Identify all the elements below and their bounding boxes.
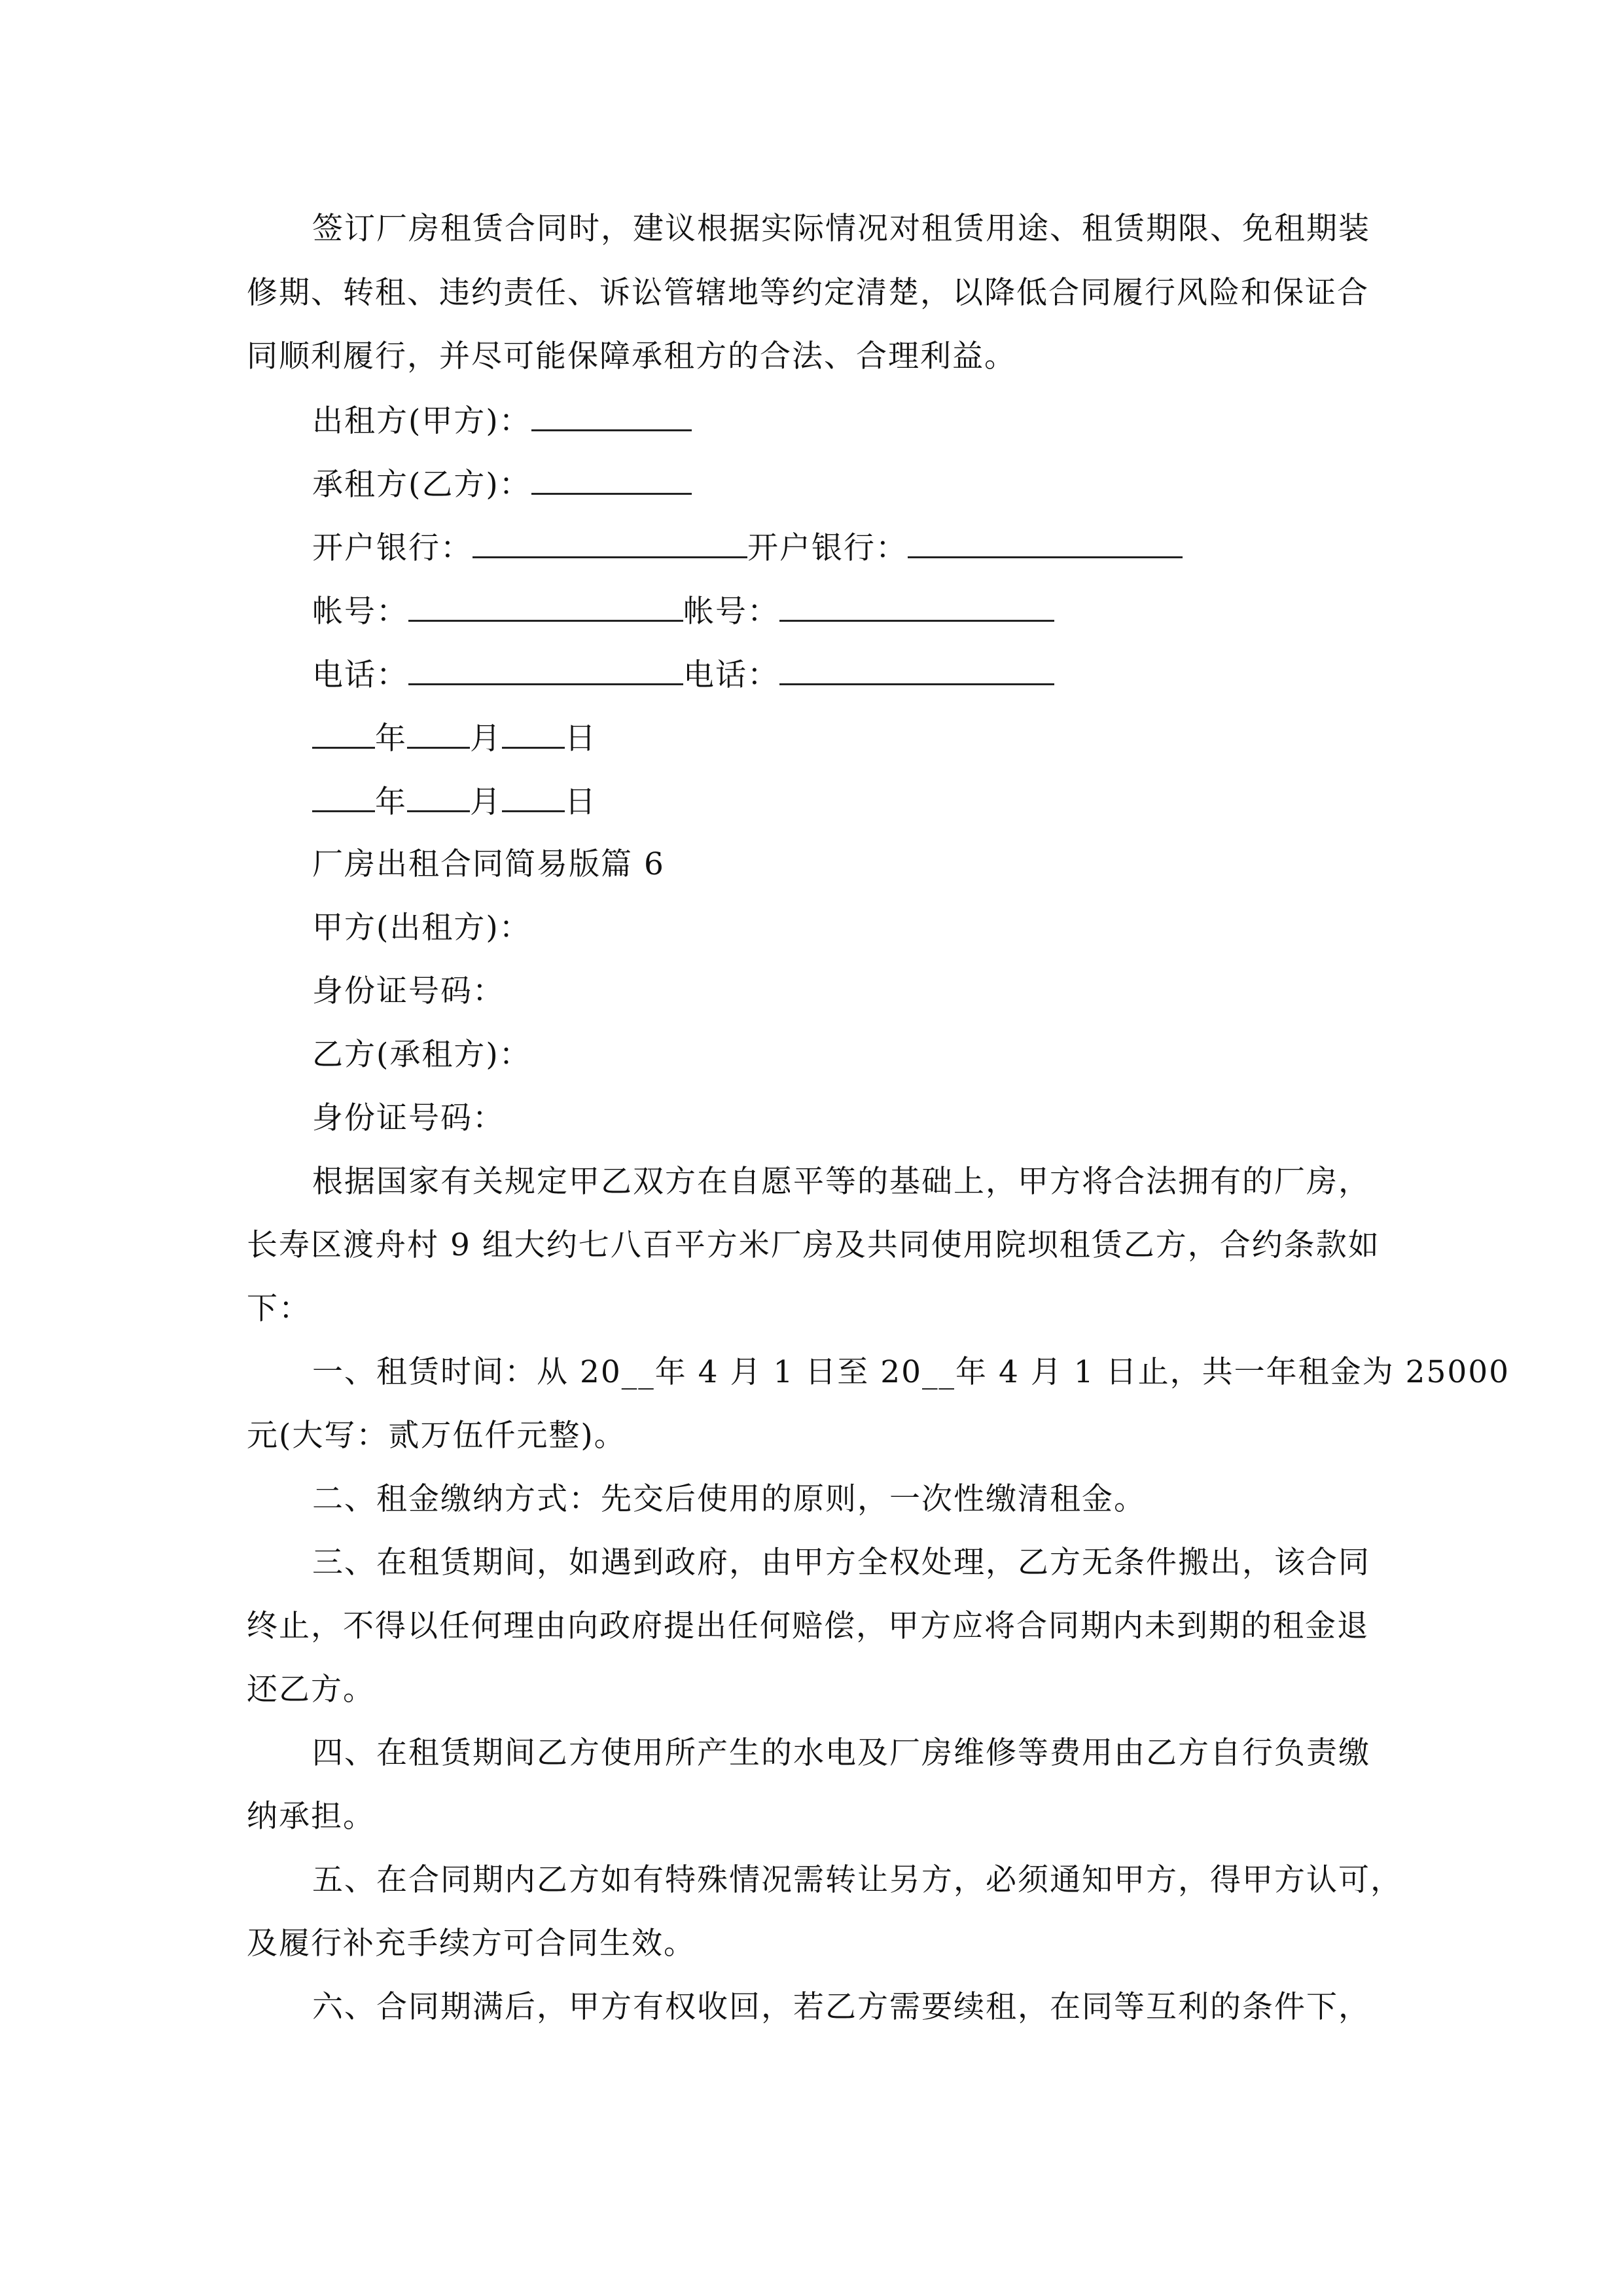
phone-label-b: 电话： [683,657,779,693]
date-row-1 [312,718,597,757]
day-blank [502,718,565,749]
year-label: 年 [375,784,407,820]
clause-5-line-2: 及履行补充手续方可合同生效。 [247,1926,696,1962]
bank-row [312,528,1183,567]
party-b-label: 乙方(承租方)： [312,1037,531,1073]
account-label-b: 帐号： [683,594,779,630]
account-blank-a [408,591,683,622]
lessee-label: 承租方(乙方)： [312,467,531,503]
year-blank [312,781,375,812]
clause-3-line-2: 终止，不得以任何理由向政府提出任何赔偿，甲方应将合同期内未到期的租金退 [247,1608,1369,1644]
month-label: 月 [470,784,502,820]
phone-row [312,655,1054,694]
intro-line-2: 修期、转租、违约责任、诉讼管辖地等约定清楚，以降低合同履行风险和保证合 [247,275,1369,311]
lessor-label: 出租方(甲方)： [312,403,531,439]
month-label: 月 [470,721,502,757]
lessee-blank [531,464,692,495]
clause-6-line-1: 六、合同期满后，甲方有权收回，若乙方需要续租，在同等互利的条件下， [312,1989,1370,2025]
clause-1-line-1: 一、租赁时间：从 20__年 4 月 1 日至 20__年 4 月 1 日止，共一年租金为 25000 [312,1354,1510,1390]
lessee-field [312,464,692,503]
clause-5-line-1: 五、在合同期内乙方如有特殊情况需转让另方，必须通知甲方，得甲方认可， [312,1862,1402,1898]
lessor-field [312,401,692,440]
phone-blank-b [779,655,1054,685]
clause-4-line-2: 纳承担。 [247,1799,375,1835]
year-blank [312,718,375,749]
clause-3-line-3: 还乙方。 [247,1672,375,1708]
id-a-label: 身份证号码： [312,973,505,1009]
lessor-blank [531,401,692,431]
year-label: 年 [375,721,407,757]
clause-2-line-1: 二、租金缴纳方式：先交后使用的原则，一次性缴清租金。 [312,1481,1146,1517]
intro-line-1: 签订厂房租赁合同时，建议根据实际情况对租赁用途、租赁期限、免租期装 [312,211,1370,247]
clause-1-line-2: 元(大写：贰万伍仟元整)。 [247,1418,626,1454]
day-label: 日 [565,784,597,820]
bank-label-b: 开户银行： [747,530,908,566]
section-title: 厂房出租合同简易版篇 6 [312,846,665,882]
day-label: 日 [565,721,597,757]
id-b-label: 身份证号码： [312,1100,505,1136]
account-row [312,591,1054,630]
clause-4-line-1: 四、在租赁期间乙方使用所产生的水电及厂房维修等费用由乙方自行负责缴 [312,1735,1370,1771]
preamble-line-2: 长寿区渡舟村 9 组大约七八百平方米厂房及共同使用院坝租赁乙方，合约条款如 [247,1227,1380,1263]
preamble-line-3: 下： [247,1291,311,1327]
date-row-2 [312,781,597,821]
preamble-line-1: 根据国家有关规定甲乙双方在自愿平等的基础上，甲方将合法拥有的厂房， [312,1164,1370,1200]
phone-label-a: 电话： [312,657,408,693]
clause-3-line-1: 三、在租赁期间，如遇到政府，由甲方全权处理，乙方无条件搬出，该合同 [312,1545,1370,1581]
bank-blank-a [473,528,747,558]
bank-label-a: 开户银行： [312,530,473,566]
party-a-label: 甲方(出租方)： [312,910,531,946]
month-blank [407,781,470,812]
phone-blank-a [408,655,683,685]
intro-line-3: 同顺利履行，并尽可能保障承租方的合法、合理利益。 [247,338,1016,374]
day-blank [502,781,565,812]
month-blank [407,718,470,749]
bank-blank-b [908,528,1183,558]
account-blank-b [779,591,1054,622]
account-label-a: 帐号： [312,594,408,630]
